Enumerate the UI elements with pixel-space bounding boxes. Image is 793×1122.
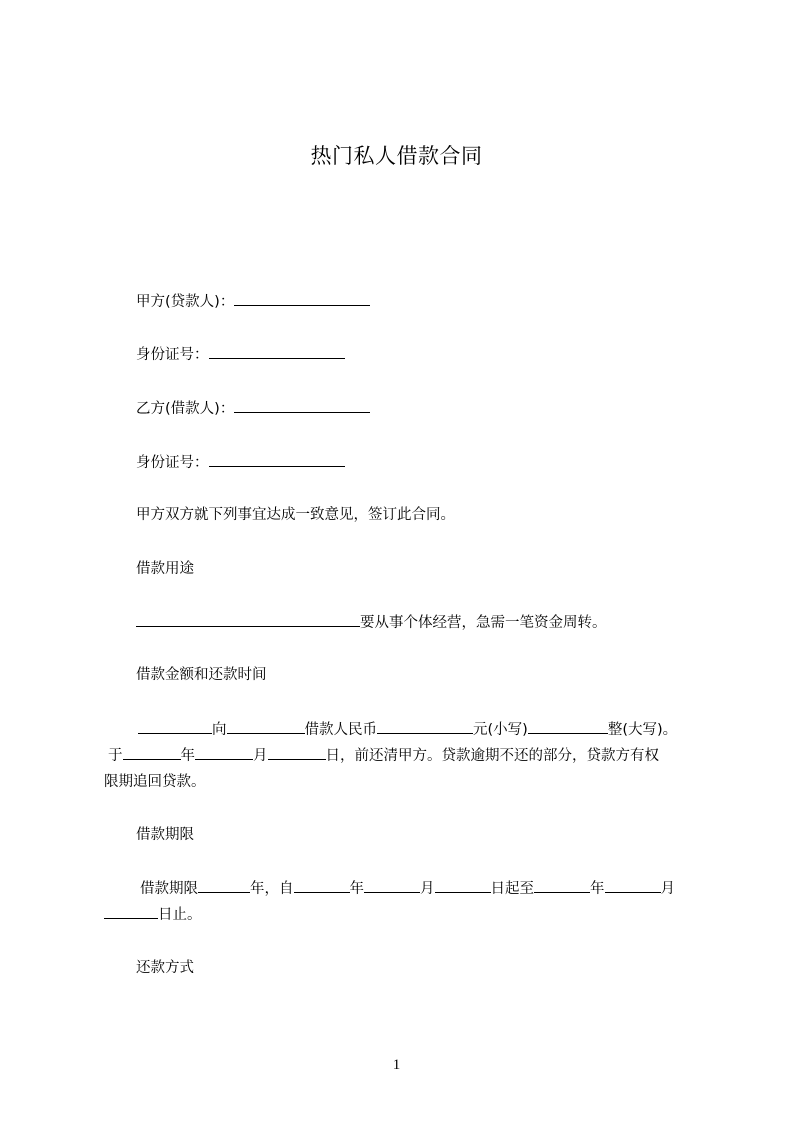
- borrower-id-line: [104, 451, 736, 474]
- amount-big-blank[interactable]: [528, 718, 608, 734]
- start-year-word: 年: [349, 881, 364, 897]
- end-year-word: 年: [590, 881, 605, 897]
- start-month-blank[interactable]: [364, 877, 420, 893]
- lender-blank[interactable]: [138, 718, 212, 734]
- amount-line-3: 限期追回贷款。: [104, 774, 206, 790]
- end-year-blank[interactable]: [534, 877, 590, 893]
- amount-line-1: [104, 718, 738, 741]
- start-day-blank[interactable]: [435, 877, 491, 893]
- purpose-text: 要从事个体经营，急需一笔资金周转。: [360, 615, 607, 631]
- term-line-2: [104, 903, 704, 926]
- page-number: 1: [392, 1057, 401, 1073]
- repay-year-blank[interactable]: [123, 744, 181, 760]
- term-years-blank[interactable]: [198, 877, 250, 893]
- year-word: 年: [180, 748, 195, 764]
- term-word: 借款期限: [140, 881, 198, 897]
- end-day-blank[interactable]: [104, 903, 158, 919]
- year-from-word: 年，自: [250, 881, 294, 897]
- amount-heading: 借款金额和还款时间: [136, 667, 267, 683]
- small-word: 元(小写): [473, 722, 528, 738]
- repay-month-blank[interactable]: [195, 744, 253, 760]
- borrower-id-blank[interactable]: [209, 451, 345, 467]
- amount-line-2: [104, 744, 708, 767]
- borrower-label: 乙方(借款人)：: [136, 401, 235, 417]
- borrower-name-blank[interactable]: [234, 397, 370, 413]
- big-word: 整(大写)。: [607, 722, 678, 738]
- document-title: 热门私人借款合同: [310, 144, 483, 168]
- month-word: 月: [253, 748, 268, 764]
- day-to-word: 日起至: [490, 881, 534, 897]
- lender-label: 甲方(贷款人)：: [136, 294, 235, 310]
- purpose-line: [104, 611, 736, 634]
- borrower-line: [104, 397, 736, 420]
- lender-id-line: [104, 343, 736, 366]
- end-month-word: 月: [660, 881, 675, 897]
- to-word: 向: [212, 722, 227, 738]
- lender-name-blank[interactable]: [234, 290, 370, 306]
- end-month-blank[interactable]: [605, 877, 661, 893]
- repay-day-blank[interactable]: [268, 744, 326, 760]
- borrower-blank[interactable]: [227, 718, 305, 734]
- purpose-heading: 借款用途: [136, 561, 194, 577]
- at-word: 于: [108, 748, 123, 764]
- lender-line: [104, 290, 736, 313]
- term-heading: 借款期限: [136, 827, 194, 843]
- start-month-word: 月: [420, 881, 435, 897]
- day-tail: 日，前还清甲方。贷款逾期不还的部分，贷款方有权: [325, 748, 659, 764]
- start-year-blank[interactable]: [294, 877, 350, 893]
- term-line-1: [104, 877, 740, 900]
- repay-heading: 还款方式: [136, 960, 194, 976]
- intro-paragraph: 甲方双方就下列事宜达成一致意见，签订此合同。: [136, 507, 455, 523]
- lender-id-label: 身份证号：: [136, 347, 209, 363]
- purpose-blank[interactable]: [136, 611, 360, 627]
- rmb-word: 借款人民币: [304, 722, 377, 738]
- end-day-word: 日止。: [158, 907, 202, 923]
- amount-small-blank[interactable]: [377, 718, 473, 734]
- lender-id-blank[interactable]: [209, 343, 345, 359]
- borrower-id-label: 身份证号：: [136, 455, 209, 471]
